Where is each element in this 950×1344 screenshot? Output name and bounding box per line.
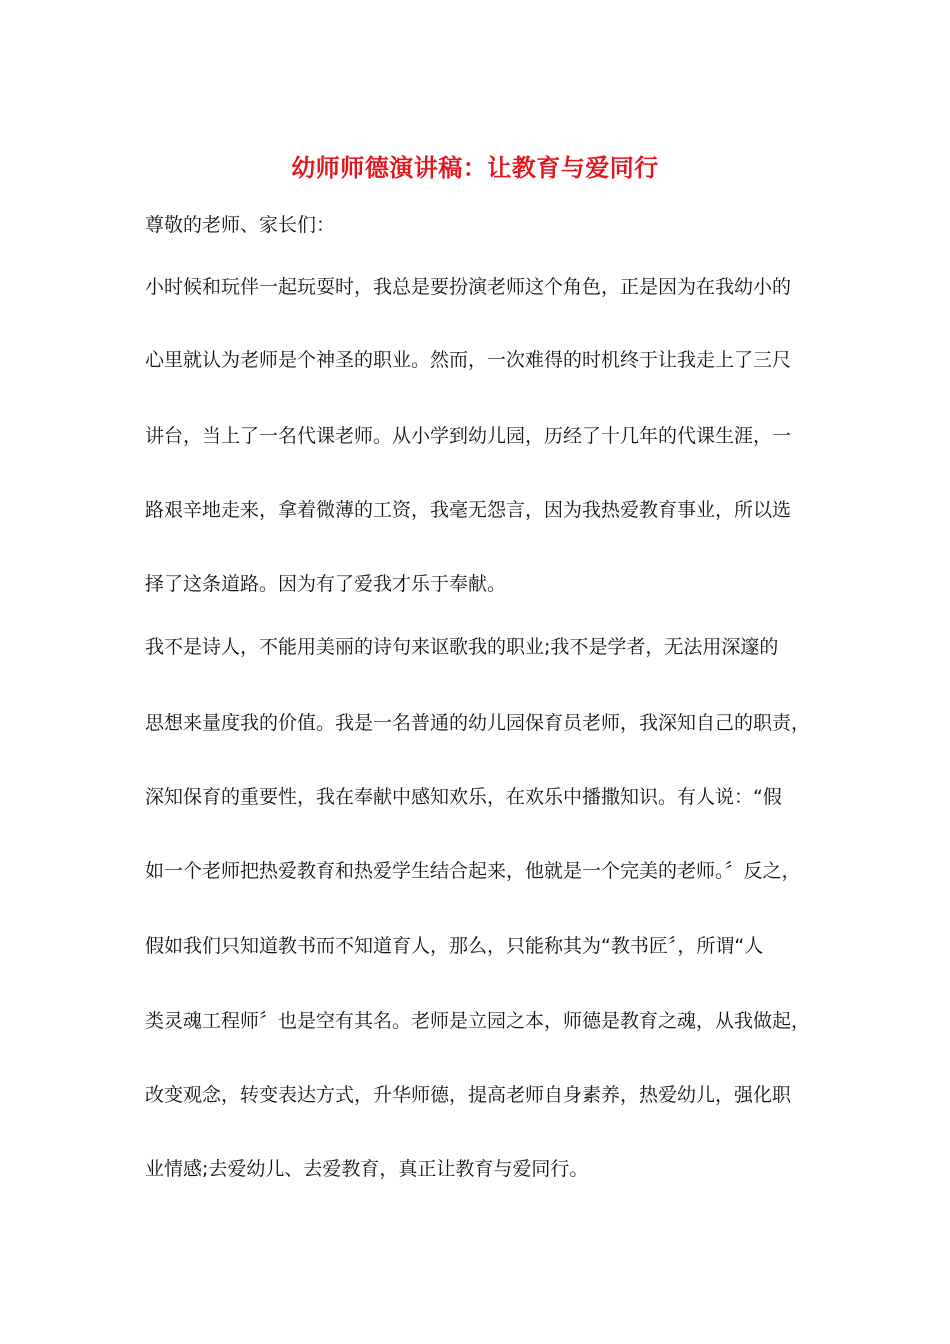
paragraph-line: 讲台，当上了一名代课老师。从小学到幼儿园，历经了十几年的代课生涯，一	[145, 425, 792, 447]
paragraph-line: 改变观念，转变表达方式，升华师德，提高老师自身素养，热爱幼儿，强化职	[145, 1084, 792, 1106]
paragraph-line: 深知保育的重要性，我在奉献中感知欢乐，在欢乐中播撒知识。有人说：“假	[145, 786, 782, 808]
paragraph-line: 假如我们只知道教书而不知道育人，那么，只能称其为“教书匠〞，所谓“人	[145, 935, 764, 957]
paragraph-line: 类灵魂工程师〞也是空有其名。老师是立园之本，师德是教育之魂，从我做起，	[145, 1010, 811, 1032]
salutation: 尊敬的老师、家长们：	[145, 214, 336, 236]
paragraph-line: 择了这条道路。因为有了爱我才乐于奉献。	[145, 573, 507, 595]
paragraph-line: 业情感;去爱幼儿、去爱教育，真正让教育与爱同行。	[145, 1158, 589, 1180]
paragraph-line: 如一个老师把热爱教育和热爱学生结合起来，他就是一个完美的老师。〞反之，	[145, 860, 801, 882]
document-title: 幼师师德演讲稿：让教育与爱同行	[291, 153, 659, 182]
paragraph-line: 心里就认为老师是个神圣的职业。然而，一次难得的时机终于让我走上了三尺	[145, 349, 792, 371]
paragraph-line: 小时候和玩伴一起玩耍时，我总是要扮演老师这个角色，正是因为在我幼小的	[145, 276, 792, 298]
paragraph-line: 我不是诗人，不能用美丽的诗句来讴歌我的职业;我不是学者，无法用深邃的	[145, 636, 779, 658]
paragraph-line: 路艰辛地走来，拿着微薄的工资，我毫无怨言，因为我热爱教育事业，所以选	[145, 499, 792, 521]
paragraph-line: 思想来量度我的价值。我是一名普通的幼儿园保育员老师，我深知自己的职责，	[145, 712, 811, 734]
